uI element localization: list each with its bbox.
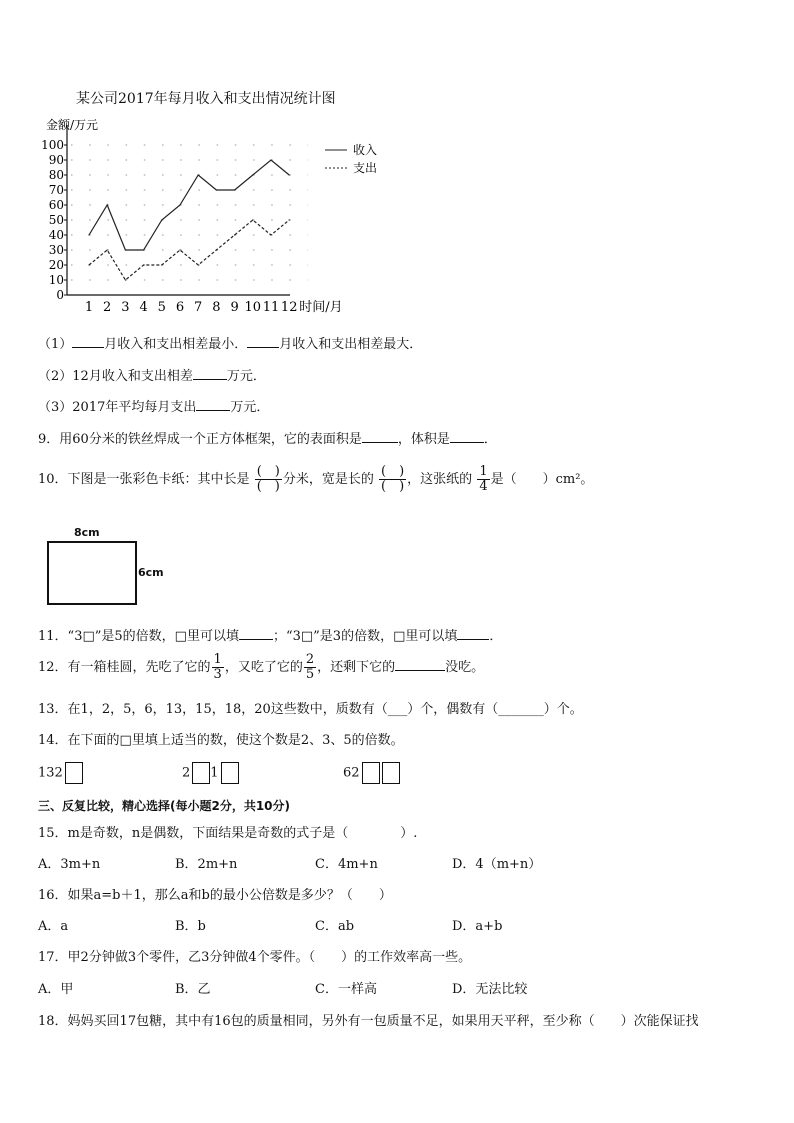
series-line-2 [89,220,289,280]
option-b[interactable]: B．乙 [175,982,211,997]
option-c[interactable]: C．一样高 [315,982,377,997]
text: 9．用60分米的铁丝焊成一个正方体框架，它的表面积是 [38,432,362,447]
section-3-heading: 三、反复比较，精心选择(每小题2分，共10分) [38,799,291,813]
denominator: 4 [479,479,488,494]
text: 月收入和支出相差最小． [104,337,248,352]
fraction-one-third [212,653,224,682]
data-point [161,264,162,265]
y-tick-label: 0 [56,288,64,302]
question-sub-3 [38,396,269,415]
x-tick-label: 6 [175,300,185,315]
data-point [252,174,253,175]
x-tick-label: 2 [103,300,112,315]
series-line-1 [89,160,289,250]
y-axis-label: 金额/万元 [46,118,99,132]
question-11 [38,625,502,644]
rect-width-label: 8cm [74,526,100,539]
x-tick-label: 10 [244,300,262,315]
x-tick-label: 5 [157,300,166,315]
text: 1 [210,765,219,781]
data-point [179,249,180,250]
q14-number-2 [182,762,239,784]
y-tick-label: 100 [41,138,64,152]
data-point [179,204,180,205]
option-d[interactable]: D．无法比较 [452,982,528,997]
y-tick-label: 40 [48,228,64,242]
numerator: 1 [213,652,222,667]
x-tick-label: 12 [280,300,298,315]
data-point [143,249,144,250]
option-a[interactable]: A．3m+n [38,857,101,872]
data-point [252,219,253,220]
denominator: 3 [213,667,222,682]
data-point [88,234,89,235]
answer-blank[interactable] [247,335,279,348]
chart-title: 某公司2017年每月收入和支出情况统计图 [76,91,336,107]
text: 132 [38,765,63,781]
y-tick-label: 80 [48,168,64,182]
option-b[interactable]: B．b [175,919,206,934]
q14-number-1 [38,762,83,784]
answer-blank[interactable] [395,658,445,671]
digit-box[interactable] [362,762,380,784]
answer-blank[interactable] [72,335,104,348]
card-rectangle [47,541,137,605]
data-point [198,264,199,265]
numerator: ( ) [256,464,280,479]
question-sub-1 [38,333,422,352]
text: 10．下图是一张彩色卡纸：其中长是 [38,472,250,487]
y-tick-label: 50 [48,213,64,227]
text: 月收入和支出相差最大． [279,337,423,352]
digit-box[interactable] [65,762,83,784]
question-14: 14．在下面的□里填上适当的数，使这个数是2、3、5的倍数。 [38,733,404,748]
fraction-two-fifths [304,653,316,682]
x-tick-label: 3 [121,300,130,315]
option-c[interactable]: C．4m+n [315,857,378,872]
data-point [125,279,126,280]
question-15: 15．m是奇数，n是偶数，下面结果是奇数的式子是（ ）. [38,826,418,841]
data-point [161,219,162,220]
option-a[interactable]: A．甲 [38,982,74,997]
option-d[interactable]: D．4（m+n） [452,857,542,872]
y-tick-label: 90 [48,153,64,167]
data-point [107,204,108,205]
question-sub-2 [38,365,266,384]
y-tick-label: 30 [48,243,64,257]
question-12 [38,651,484,685]
data-point [216,189,217,190]
numerator: 2 [305,652,315,667]
answer-blank[interactable] [196,398,230,411]
x-tick-label: 11 [262,300,280,315]
text: ． [483,432,497,447]
text: ；“3□”是3的倍数，□里可以填 [272,629,458,644]
text: （1） [38,337,73,352]
text: 万元． [230,400,270,415]
data-point [198,174,199,175]
option-a[interactable]: A．a [38,919,69,934]
data-point [143,264,144,265]
y-tick-label: 20 [48,258,64,272]
text: 是（ ）cm²。 [490,472,594,487]
y-tick-label: 60 [48,198,64,212]
answer-blank[interactable] [193,367,227,380]
text: （3）2017年平均每月支出 [38,400,197,415]
y-tick-label: 70 [48,183,64,197]
text: 2 [182,765,191,781]
digit-box[interactable] [382,762,400,784]
text: 12．有一箱桂圆，先吃了它的 [38,660,211,675]
data-point [107,249,108,250]
answer-blank[interactable] [450,430,484,443]
text: 没吃。 [445,660,485,675]
data-point [216,249,217,250]
x-tick-label: 1 [84,300,94,315]
answer-blank[interactable] [362,430,398,443]
text: ，又吃了它的 [224,660,303,675]
text: 11．“3□”是5的倍数，□里可以填 [38,629,239,644]
text: 62 [343,765,360,781]
option-c[interactable]: C．ab [315,919,355,934]
question-16: 16．如果a=b＋1，那么a和b的最小公倍数是多少？（ ） [38,888,392,903]
question-17: 17．甲2分钟做3个零件，乙3分钟做4个零件。（ ）的工作效率高一些。 [38,950,472,965]
question-9 [38,428,497,447]
legend-label: 支出 [353,161,378,175]
x-tick-label: 9 [230,300,239,315]
data-point [289,219,290,220]
answer-blank[interactable] [239,627,273,640]
fraction-one-quarter [477,465,489,494]
option-b[interactable]: B．2m+n [175,857,238,872]
answer-blank[interactable] [457,627,489,640]
y-tick-label: 10 [48,273,64,287]
data-point [289,174,290,175]
denominator: ( ) [381,479,405,494]
data-point [234,189,235,190]
text: ，这张纸的 [407,472,473,487]
fraction-blank[interactable] [255,465,282,494]
numerator: ( ) [381,464,405,479]
x-tick-label: 7 [194,300,203,315]
numerator: 1 [479,464,488,479]
text: ，还剩下它的 [317,660,396,675]
denominator: 5 [305,667,315,682]
data-point [88,264,89,265]
question-13: 13．在1，2，5，6，13，15，18，20这些数中，质数有（___）个，偶数有（_______）个。 [38,702,583,717]
question-18: 18．妈妈买回17包糖，其中有16包的质量相同，另外有一包质量不足，如果用天平秤，至少称（ ）次能保证找 [38,1014,699,1029]
data-point [270,159,271,160]
text: ． [489,629,503,644]
data-point [125,249,126,250]
data-point [234,234,235,235]
fraction-blank[interactable] [379,465,406,494]
text: （2）12月收入和支出相差 [38,369,193,384]
question-10 [38,460,593,500]
x-axis-label: 时间/月 [299,300,343,315]
x-tick-label: 4 [139,300,148,315]
denominator: ( ) [256,479,280,494]
line-chart [40,115,400,315]
text: 分米，宽是长的 [282,472,374,487]
x-tick-label: 8 [212,300,221,315]
rect-height-label: 6cm [138,566,164,579]
text: ，体积是 [397,432,450,447]
q14-number-3 [343,762,400,784]
legend-label: 收入 [353,143,378,157]
option-d[interactable]: D．a+b [452,919,503,934]
digit-box[interactable] [192,762,210,784]
data-point [270,234,271,235]
digit-box[interactable] [221,762,239,784]
text: 万元． [226,369,266,384]
